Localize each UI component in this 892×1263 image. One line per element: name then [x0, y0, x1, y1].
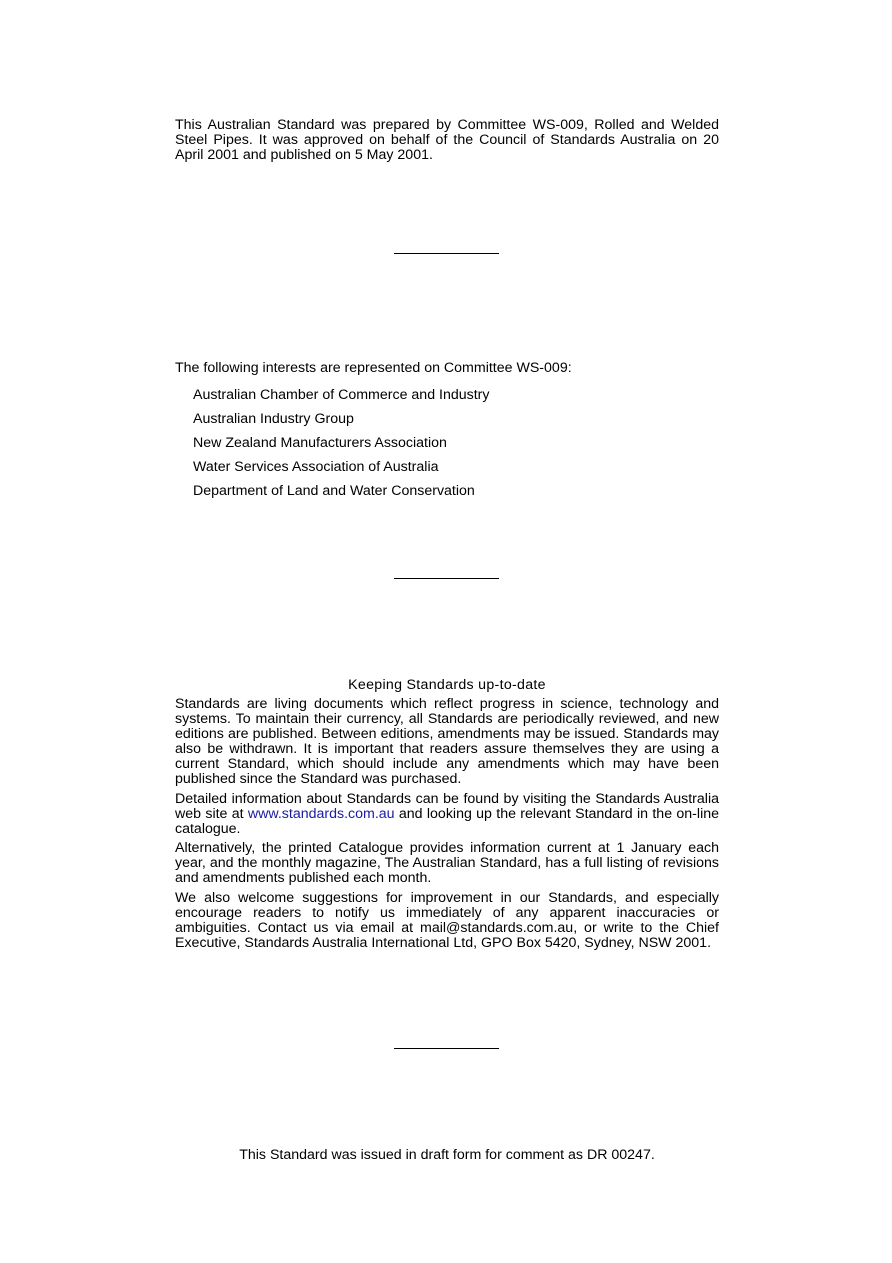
interests-intro: The following interests are represented on Committee WS-009:: [175, 360, 572, 376]
interest-item: Australian Industry Group: [193, 411, 354, 427]
keeping-standards-heading: Keeping Standards up-to-date: [348, 677, 546, 693]
living-documents-paragraph: Standards are living documents which reflect progress in science, technology and systems. To maintain their currency, all Standards are periodically reviewed, and new editions are published. Between editions, amendments may be issued. Standards may also be withdrawn. It is important that readers assure themselves they are using a current Standard, which should include any amendments which may have been published since the Standard was purchased.: [175, 696, 719, 787]
feedback-paragraph: We also welcome suggestions for improvement in our Standards, and especially encourage readers to notify us immediately of any apparent inaccuracies or ambiguities. Contact us via email at mail@standards.com.au, or write to the Chief Executive, Standards Australia International Ltd, GPO Box 5420, Sydney, NSW 2001.: [175, 890, 719, 951]
catalogue-paragraph: Alternatively, the printed Catalogue provides information current at 1 January each year, and the monthly magazine, The Australian Standard, has a full listing of revisions and amendments published each month.: [175, 840, 719, 886]
interest-item: New Zealand Manufacturers Association: [193, 435, 447, 451]
interest-item: Department of Land and Water Conservation: [193, 483, 475, 499]
draft-notice: This Standard was issued in draft form for comment as DR 00247.: [239, 1147, 655, 1163]
interest-item: Water Services Association of Australia: [193, 459, 439, 475]
interest-item: Australian Chamber of Commerce and Industry: [193, 387, 490, 403]
website-text-after: and looking up the relevant Standard in the on-line catalogue.: [175, 806, 719, 837]
section-divider-1: [394, 253, 499, 254]
interests-list: [193, 383, 490, 503]
website-paragraph: [175, 792, 719, 837]
website-text-before: Detailed information about Standards can be found by visiting the Standards Australia web site at: [175, 791, 719, 822]
section-divider-2: [394, 578, 499, 579]
section-divider-3: [394, 1048, 499, 1049]
standards-website-link[interactable]: www.standards.com.au: [247, 806, 395, 822]
preparation-notice: This Australian Standard was prepared by Committee WS-009, Rolled and Welded Steel Pipes. It was approved on behalf of the Council of Standards Australia on 20 April 2001 and published on 5 May 2001.: [175, 117, 719, 163]
